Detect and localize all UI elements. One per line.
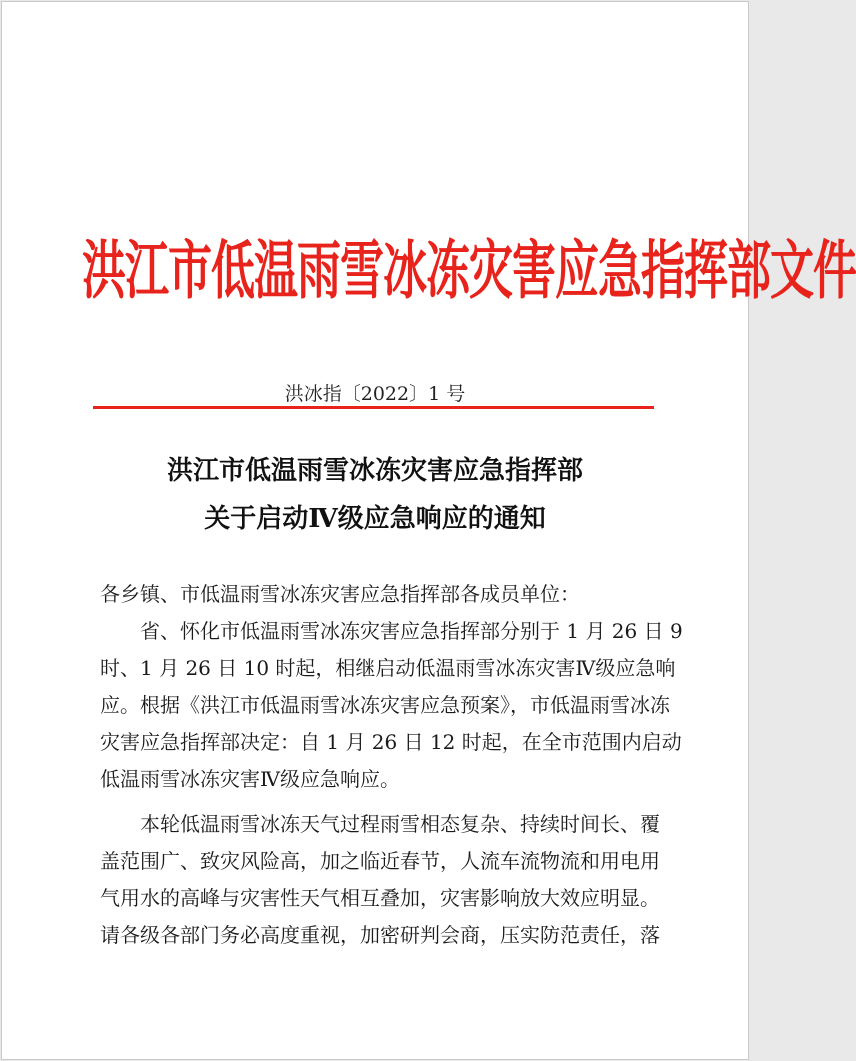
paragraph-2-line: 请各级各部门务必高度重视，加密研判会商，压实防范责任，落	[100, 923, 660, 947]
document-header-title: 洪江市低温雨雪冰冻灾害应急指挥部文件	[82, 234, 856, 309]
notice-title-line-1: 洪江市低温雨雪冰冻灾害应急指挥部	[166, 456, 583, 486]
red-divider-line	[93, 406, 654, 409]
document-page	[1, 1, 856, 1060]
paragraph-gap	[100, 798, 690, 806]
addressee-line: 各乡镇、市低温雨雪冰冻灾害应急指挥部各成员单位：	[100, 582, 580, 606]
document-body	[100, 576, 690, 954]
notice-title-line-2: 关于启动Ⅳ级应急响应的通知	[204, 504, 546, 534]
document-number: 洪冰指〔2022〕1 号	[284, 383, 466, 405]
paragraph-2-line: 气用水的高峰与灾害性天气相互叠加，灾害影响放大效应明显。	[100, 886, 660, 910]
paragraph-1-line: 省、怀化市低温雨雪冰冻灾害应急指挥部分别于 1 月 26 日 9	[140, 619, 683, 643]
paragraph-2-line: 本轮低温雨雪冰冻天气过程雨雪相态复杂、持续时间长、覆	[140, 812, 660, 836]
paragraph-1-line: 灾害应急指挥部决定：自 1 月 26 日 12 时起，在全市范围内启动	[100, 730, 682, 754]
paragraph-1-line: 低温雨雪冰冻灾害Ⅳ级应急响应。	[100, 767, 400, 791]
paragraph-1-line: 时、1 月 26 日 10 时起，相继启动低温雨雪冰冻灾害Ⅳ级应急响	[100, 656, 676, 680]
paragraph-1-line: 应。根据《洪江市低温雨雪冰冻灾害应急预案》，市低温雨雪冰冻	[100, 693, 670, 717]
paragraph-2-line: 盖范围广、致灾风险高，加之临近春节，人流车流物流和用电用	[100, 849, 660, 873]
